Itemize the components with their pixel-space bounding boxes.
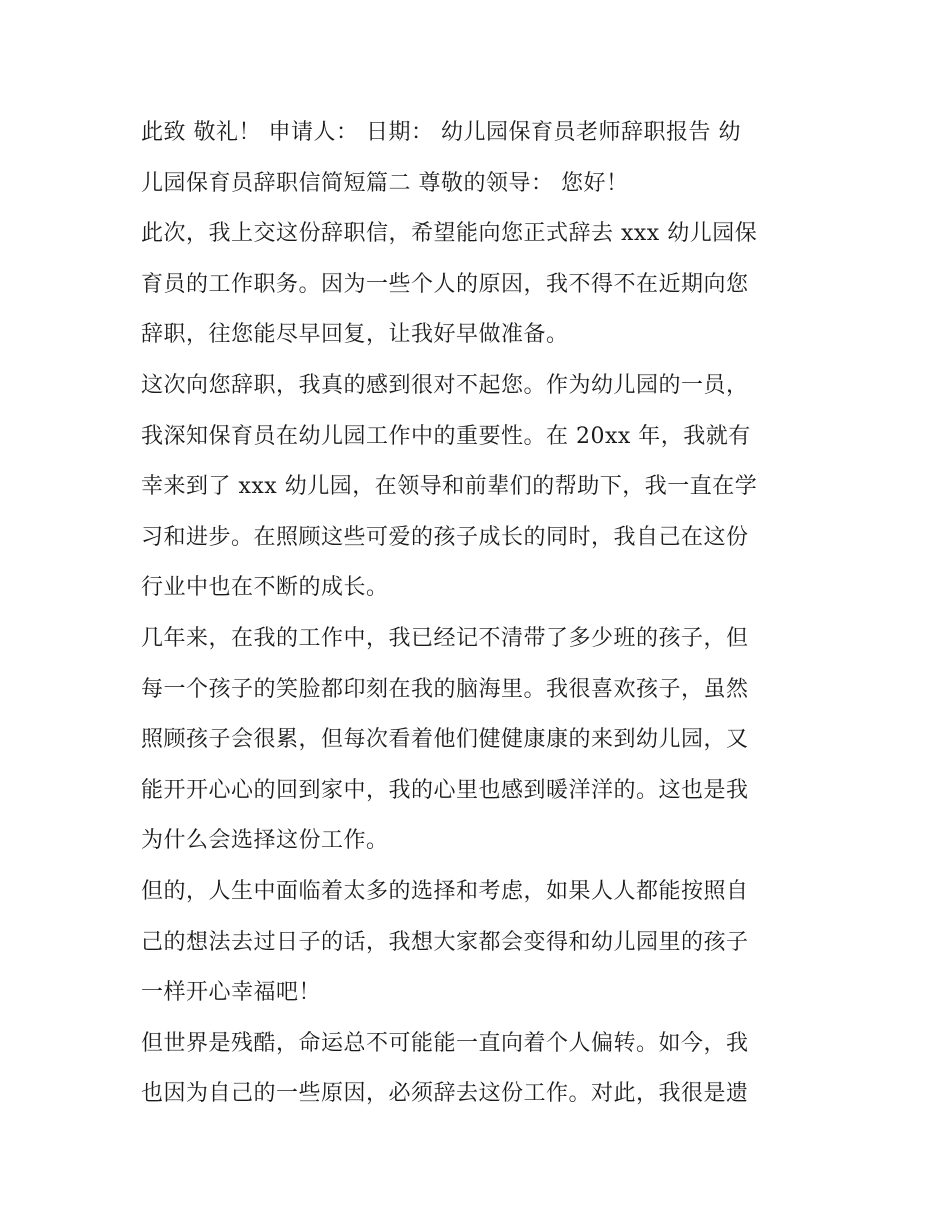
text-line: 此次，我上交这份辞职信，希望能向您正式辞去 xxx 幼儿园保: [141, 221, 758, 247]
text-line: 但世界是残酷，命运总不可能能一直向着个人偏转。如今，我: [141, 1030, 749, 1056]
text-line: 照顾孩子会很累，但每次看着他们健健康康的来到幼儿园，又: [141, 727, 749, 753]
text-line: 育员的工作职务。因为一些个人的原因，我不得不在近期向您: [141, 271, 749, 297]
text-line: 每一个孩子的笑脸都印刻在我的脑海里。我很喜欢孩子，虽然: [141, 676, 749, 702]
text-line: 这次向您辞职，我真的感到很对不起您。作为幼儿园的一员，: [141, 372, 749, 398]
text-line: 也因为自己的一些原因，必须辞去这份工作。对此，我很是遗: [141, 1081, 749, 1107]
text-line: 己的想法去过日子的话，我想大家都会变得和幼儿园里的孩子: [141, 929, 749, 955]
text-line: 为什么会选择这份工作。: [141, 828, 389, 854]
body-text: [141, 108, 821, 1120]
text-line: 此致 敬礼！ 申请人： 日期： 幼儿园保育员老师辞职报告 幼: [141, 120, 741, 145]
text-line: 儿园保育员辞职信简短篇二 尊敬的领导： 您好！: [141, 170, 629, 196]
text-line: 幸来到了 xxx 幼儿园，在领导和前辈们的帮助下，我一直在学: [141, 474, 758, 500]
text-line: 行业中也在不断的成长。: [141, 575, 389, 601]
text-line: 我深知保育员在幼儿园工作中的重要性。在 20xx 年，我就有: [141, 423, 751, 449]
text-line: 一样开心幸福吧！: [141, 980, 322, 1006]
text-line: 辞职，往您能尽早回复，让我好早做准备。: [141, 322, 569, 348]
text-line: 习和进步。在照顾这些可爱的孩子成长的同时，我自己在这份: [141, 524, 749, 550]
text-line: 几年来，在我的工作中，我已经记不清带了多少班的孩子，但: [141, 625, 749, 651]
text-line: 能开开心心的回到家中，我的心里也感到暖洋洋的。这也是我: [141, 777, 749, 803]
text-line: 但的，人生中面临着太多的选择和考虑，如果人人都能按照自: [141, 878, 749, 904]
